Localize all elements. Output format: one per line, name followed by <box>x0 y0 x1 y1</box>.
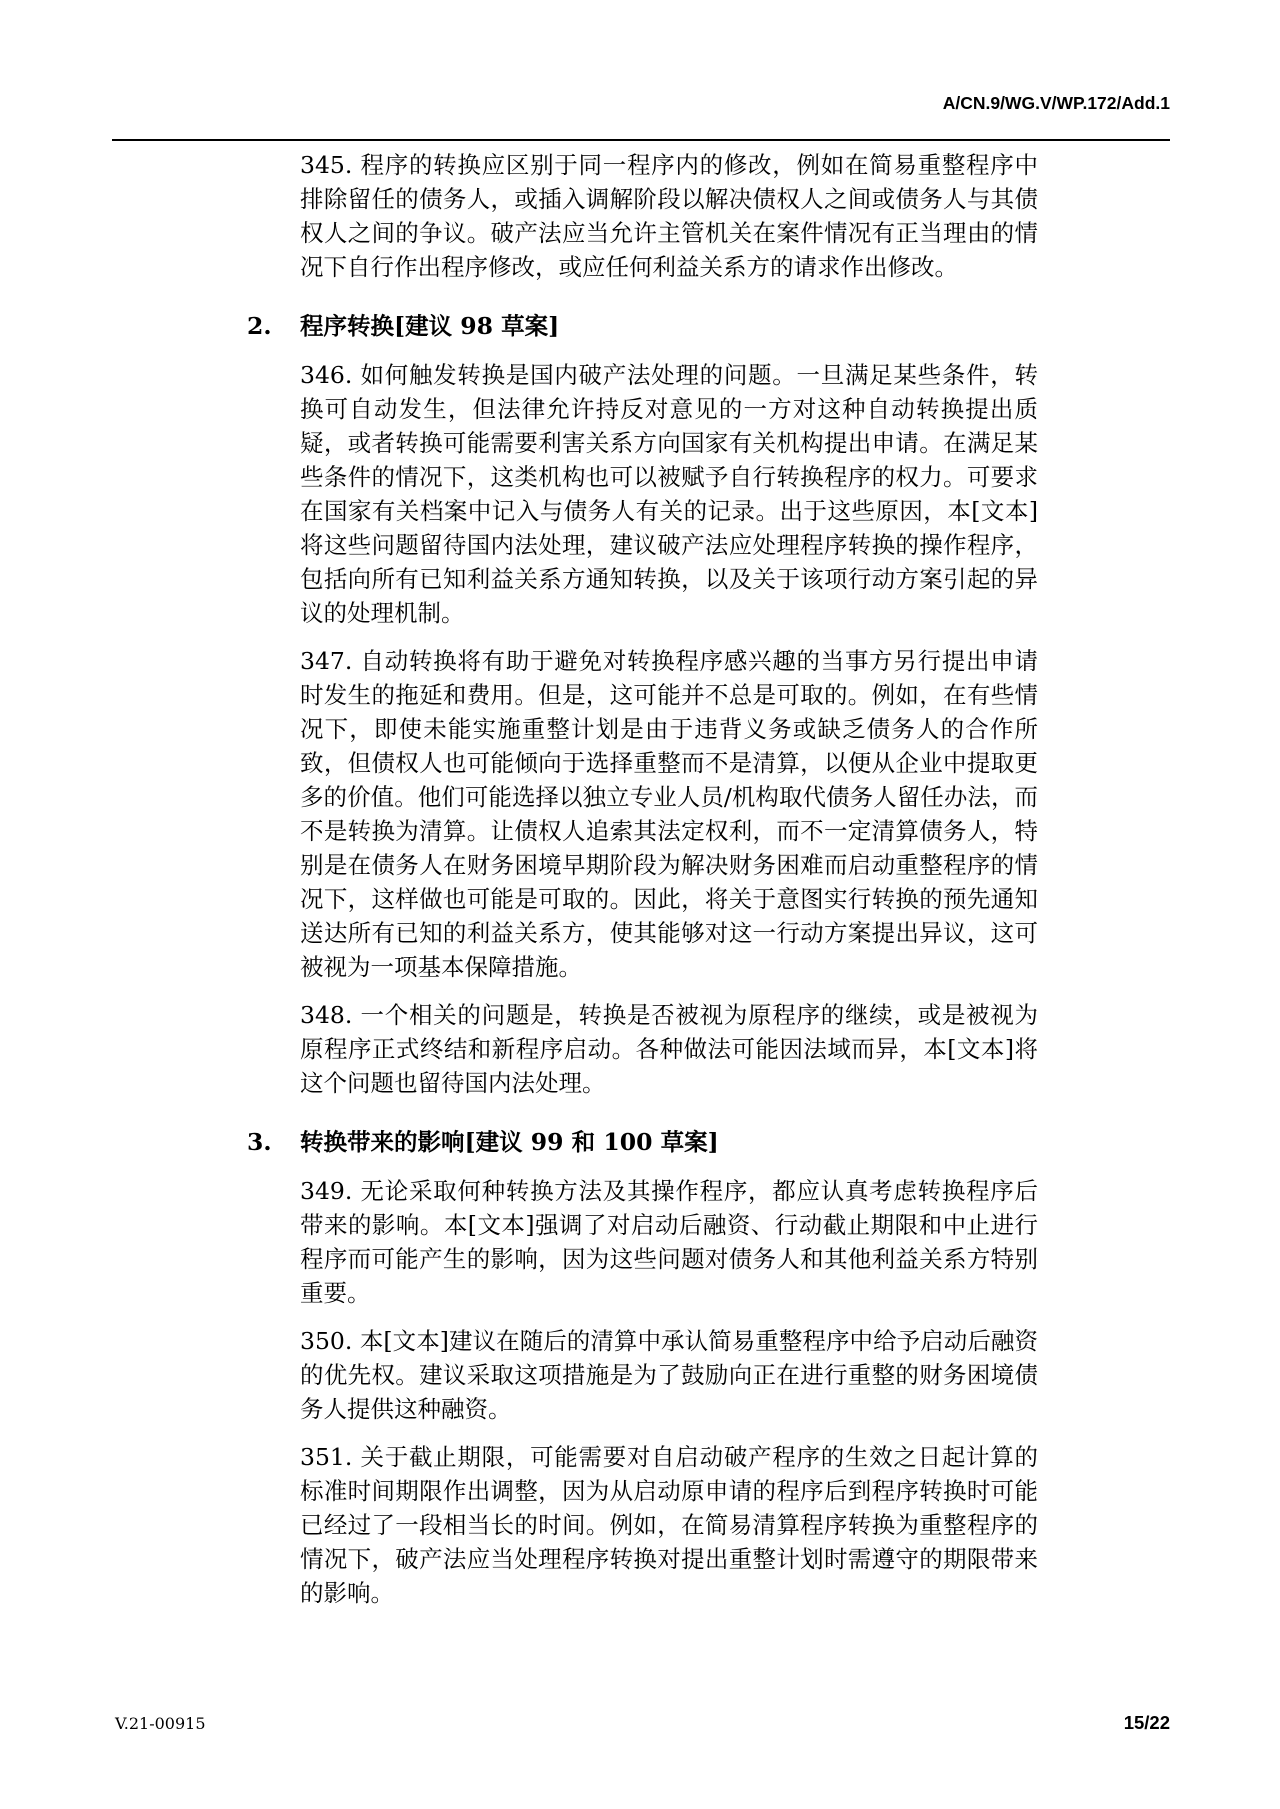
section-number: 3. <box>247 1128 272 1156</box>
paragraph-345: 345. 程序的转换应区别于同一程序内的修改，例如在简易重整程序中排除留任的债务人，或插入调解阶段以解决债权人之间或债务人与其债权人之间的争议。破产法应当允许主管机关在案件情况有正当理由的情况下自行作出程序修改，或应任何利益关系方的请求作出修改。 <box>300 151 1038 281</box>
section-number: 2. <box>247 312 272 340</box>
paragraph-347: 347. 自动转换将有助于避免对转换程序感兴趣的当事方另行提出申请时发生的拖延和费用。但是，这可能并不总是可取的。例如，在有些情况下，即使未能实施重整计划是由于违背义务或缺乏债务人的合作所致，但债权人也可能倾向于选择重整而不是清算，以便从企业中提取更多的价值。他们可能选择以独立专业人员/机构取代债务人留任办法，而不是转换为清算。让债权人追索其法定权利，而不一定清算债务人，特别是在债务人在财务困境早期阶段为解决财务困难而启动重整程序的情况下，这样做也可能是可取的。因此，将关于意图实行转换的预先通知送达所有已知的利益关系方，使其能够对这一行动方案提出异议，这可被视为一项基本保障措施。 <box>300 647 1038 981</box>
paragraph-351: 351. 关于截止期限，可能需要对自启动破产程序的生效之日起计算的标准时间期限作出调整，因为从启动原申请的程序后到程序转换时可能已经过了一段相当长的时间。例如，在简易清算程序转换为重整程序的情况下，破产法应当处理程序转换对提出重整计划时需遵守的期限带来的影响。 <box>300 1443 1038 1607</box>
paragraph-350: 350. 本[文本]建议在随后的清算中承认简易重整程序中给予启动后融资的优先权。建议采取这项措施是为了鼓励向正在进行重整的财务困境债务人提供这种融资。 <box>300 1327 1038 1423</box>
section-title: 程序转换[建议 98 草案] <box>300 312 560 340</box>
paragraph-346: 346. 如何触发转换是国内破产法处理的问题。一旦满足某些条件，转换可自动发生，但法律允许持反对意见的一方对这种自动转换提出质疑，或者转换可能需要利害关系方向国家有关机构提出申请。在满足某些条件的情况下，这类机构也可以被赋予自行转换程序的权力。可要求在国家有关档案中记入与债务人有关的记录。出于这些原因，本[文本]将这些问题留待国内法处理，建议破产法应处理程序转换的操作程序，包括向所有已知利益关系方通知转换，以及关于该项行动方案引起的异议的处理机制。 <box>300 361 1038 627</box>
section-heading-3 <box>247 1126 1038 1158</box>
paragraph-349: 349. 无论采取何种转换方法及其操作程序，都应认真考虑转换程序后带来的影响。本[文本]强调了对启动后融资、行动截止期限和中止进行程序而可能产生的影响，因为这些问题对债务人和其他利益关系方特别重要。 <box>300 1177 1038 1307</box>
header-rule <box>112 139 1170 141</box>
page-number: 15/22 <box>1123 1712 1170 1733</box>
paragraph-348: 348. 一个相关的问题是，转换是否被视为原程序的继续，或是被视为原程序正式终结和新程序启动。各种做法可能因法域而异，本[文本]将这个问题也留待国内法处理。 <box>300 1001 1038 1097</box>
document-id: V.21-00915 <box>115 1714 206 1733</box>
section-heading-2 <box>247 310 1038 342</box>
page-footer <box>115 1712 1170 1734</box>
document-body <box>247 148 1038 1624</box>
section-title: 转换带来的影响[建议 99 和 100 草案] <box>300 1128 719 1156</box>
document-symbol: A/CN.9/WG.V/WP.172/Add.1 <box>942 93 1170 113</box>
